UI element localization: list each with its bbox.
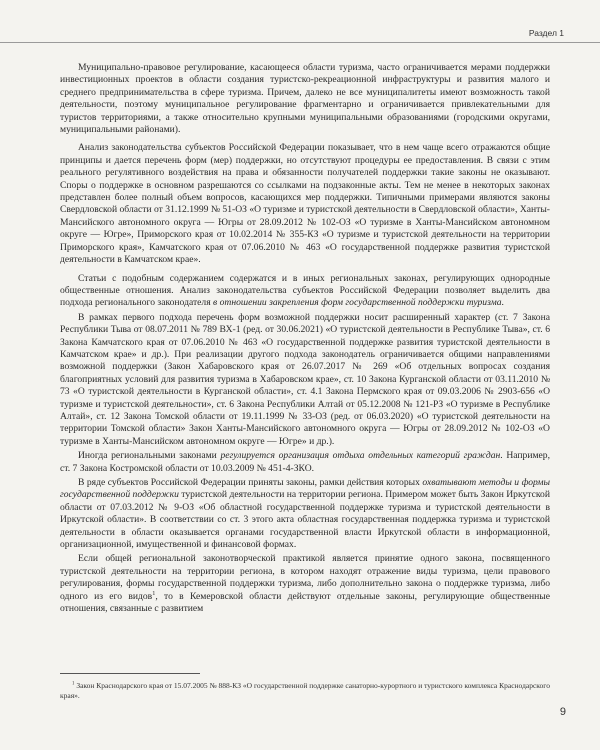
- footnote-marker: 1: [72, 681, 75, 687]
- paragraph-4: В рамках первого подхода перечень форм возможной поддержки носит расширенный характер (ст. 7 Закона Республики Тыва от 08.07.2011 № 789 ВХ-1 (ред. от 30.06.2021) «О туристской деятельности в Республике Тыва», ст. 6 Закона Камчатского края от 07.06.2010 № 463 «О государственной поддержке развития туристской деятельности в Камчатском крае» и др.). При реализации другого подхода законодатель ограничивается общими направлениями возможной поддержки (Закон Хабаровского края от 26.07.2017 № 269 «Об отдельных вопросах создания благоприятных условий для развития туризма в Хабаровском крае», ст. 10 Закона Курганской области от 03.11.2010 № 73 «О туристской деятельности в Курганской области», ст. 4.1 Закона Пермского края от 09.03.2006 № 2903-656 «О туризме и туристской деятельности», ст. 6 Закона Республики Алтай от 05.12.2008 № 121-РЗ «О туризме в Республике Алтай», ст. 12 Закона Томской области от 19.11.1999 № 33-ОЗ (ред. от 06.03.2020) «О туристской деятельности на территории Томской области» Закон Ханты-Мансийского автономного округа — Югры от 28.09.2012 № 102-ОЗ «О туризме в Ханты-Мансийском автономном округе — Югре» и др.).: [60, 311, 550, 447]
- footnote-text: Закон Краснодарского края от 15.07.2005 № 888-КЗ «О государственной поддержке санаторно-курортного и туристского комплекса Краснодарского края».: [60, 681, 550, 700]
- emphasis: в отношении закрепления форм государственной поддержки туризма: [213, 297, 502, 309]
- paragraph-1: Муниципально-правовое регулирование, касающееся области туризма, часто ограничивается мерами поддержки инвестиционных проектов в области создания туристско-рекреационной инфраструктуры и развития малого и среднего предпринимательства в сфере туризма. Причем, далеко не все муниципалитеты имеют возможность такой деятельности, поэтому муниципальное регулирование фрагментарно и ограничивается привлекательными для туристов территориями, а также относительно крупными муниципальными образованиями (городскими округами, муниципальными районами).: [60, 62, 550, 136]
- paragraph-7: Если общей региональной законотворческой практикой является принятие одного закона, посвященного туристской деятельности на территории региона, в котором находят отражение виды туризма, цели правового регулирования, формы государственной поддержки туризма, либо дополнительно закона о поддержке туризма, либо одного из его видов$^1$, то в Кемеровской области действуют отдельные законы, регулирующие общественные отношения, связанные с развитием: [60, 553, 550, 615]
- paragraph-5: Иногда региональными законами регулируется организация отдыха отдельных категорий граждан. Например, ст. 7 Закона Костромской области от 10.03.2009 № 451-4-ЗКО.: [60, 450, 550, 474]
- page-number: 9: [559, 706, 566, 718]
- paragraph-2: Анализ законодательства субъектов Российской Федерации показывает, что в нем чаще всего отражаются общие принципы и дается перечень форм (мер) поддержки, но отсутствуют процедуры ее предоставления. В связи с этим реального регулятивного воздействия на права и обязанности получателей поддержки такие законы не оказывают. Споры о поддержке в основном разрешаются со ссылками на подзаконные акты. Тем не менее в некоторых законах представлен более полный объем вопросов, касающихся мер поддержки. Типичными примерами являются законы Свердловской области от 31.12.1999 № 51-ОЗ «О туризме и туристской деятельности в Свердловской области», Ханты-Мансийского автономного округа — Югры от 28.09.2012 № 102-ОЗ «О туризме в Ханты-Мансийском автономном округе — Югре», Приморского края от 10.02.2014 № 355-КЗ «О туризме и туристской деятельности на территории Приморского края», Камчатского края от 07.06.2010 № 463 «О государственной поддержке развития туристской деятельности в Камчатском крае».: [60, 142, 550, 266]
- footnote: [60, 681, 550, 701]
- paragraph-3: Статьи с подобным содержанием содержатся и в иных региональных законах, регулирующих однородные общественные отношения. Анализ законодательства субъектов Российской Федерации позволяет выделить два подхода регионального законодателя в отношении закрепления форм государственной поддержки туризма.: [60, 272, 550, 309]
- section-label: Раздел 1: [528, 28, 564, 38]
- emphasis: охватывают методы и формы государственной поддержки: [60, 477, 550, 501]
- header-divider: [0, 42, 600, 43]
- body-text: [60, 62, 550, 617]
- paragraph-6: В ряде субъектов Российской Федерации приняты законы, рамки действия которых охватывают методы и формы государственной поддержки туристской деятельности на территории региона. Примером может быть Закон Иркутской области от 07.03.2012 № 9-ОЗ «Об областной государственной поддержке туризма и туристской деятельности в Иркутской области». В соответствии со ст. 3 этого акта областная государственная поддержка туризма и туристской деятельности в области оказывается органами государственной власти Иркутской области в информационной, организационной, имущественной и финансовой формах.: [60, 477, 550, 551]
- footnote-ref: 1: [152, 589, 156, 597]
- emphasis: регулируется организация отдыха отдельных категорий граждан: [220, 450, 501, 462]
- footnote-divider: [60, 673, 200, 674]
